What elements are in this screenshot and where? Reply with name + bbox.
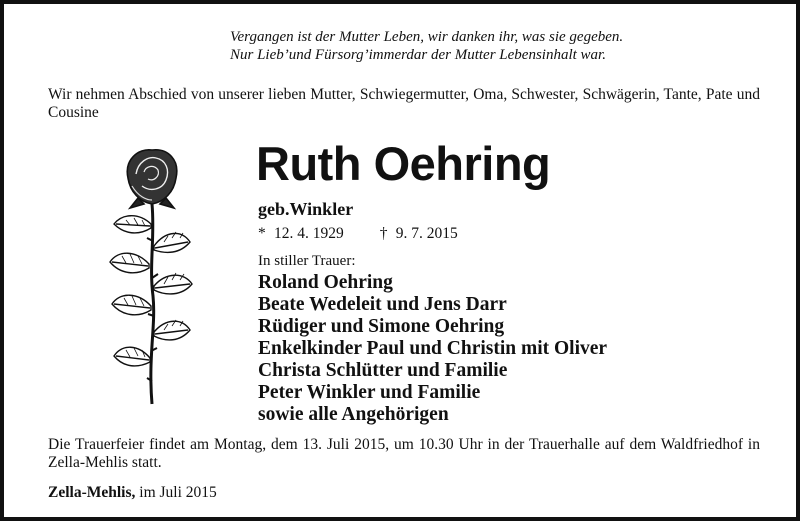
mourners-list <box>258 272 607 426</box>
place-name: Zella-Mehlis, <box>48 484 136 501</box>
mourner-name: Rüdiger und Simone Oehring <box>258 316 505 337</box>
mourner-name: Enkelkinder Paul und Christin mit Oliver <box>258 338 608 359</box>
death-group <box>380 225 458 242</box>
mourner-name: sowie alle Angehörigen <box>258 404 449 425</box>
memorial-poem <box>230 28 750 64</box>
rose-icon <box>108 146 194 408</box>
poem-line: Nur Lieb’und Fürsorg’immerdar der Mutter Lebensinhalt war. <box>230 47 606 63</box>
funeral-service-info: Die Trauerfeier findet am Montag, dem 13. Juli 2015, um 10.30 Uhr in der Trauerhalle auf dem Waldfriedhof in Zella-Mehlis statt. <box>48 436 760 471</box>
life-dates <box>258 224 458 244</box>
mourner-name: Beate Wedeleit und Jens Darr <box>258 294 507 315</box>
mourner-name: Roland Oehring <box>258 272 393 293</box>
mourning-label: In stiller Trauer: <box>258 253 356 269</box>
poem-line: Vergangen ist der Mutter Leben, wir danken ihr, was sie gegeben. <box>230 29 624 45</box>
farewell-intro: Wir nehmen Abschied von unserer lieben Mutter, Schwiegermutter, Oma, Schwester, Schwägerin, Tante, Pate und Cousine <box>48 86 760 121</box>
notice-date: im Juli 2015 <box>135 484 217 501</box>
birth-date: 12. 4. 1929 <box>274 225 344 242</box>
death-date: 9. 7. 2015 <box>395 225 458 242</box>
maiden-name: geb.Winkler <box>258 199 354 219</box>
place-date-line <box>48 484 217 502</box>
birth-symbol: * <box>258 225 266 242</box>
deceased-name: Ruth Oehring <box>256 137 551 190</box>
mourner-name: Christa Schlütter und Familie <box>258 360 508 381</box>
death-symbol: † <box>379 225 388 242</box>
mourner-name: Peter Winkler und Familie <box>258 382 481 403</box>
